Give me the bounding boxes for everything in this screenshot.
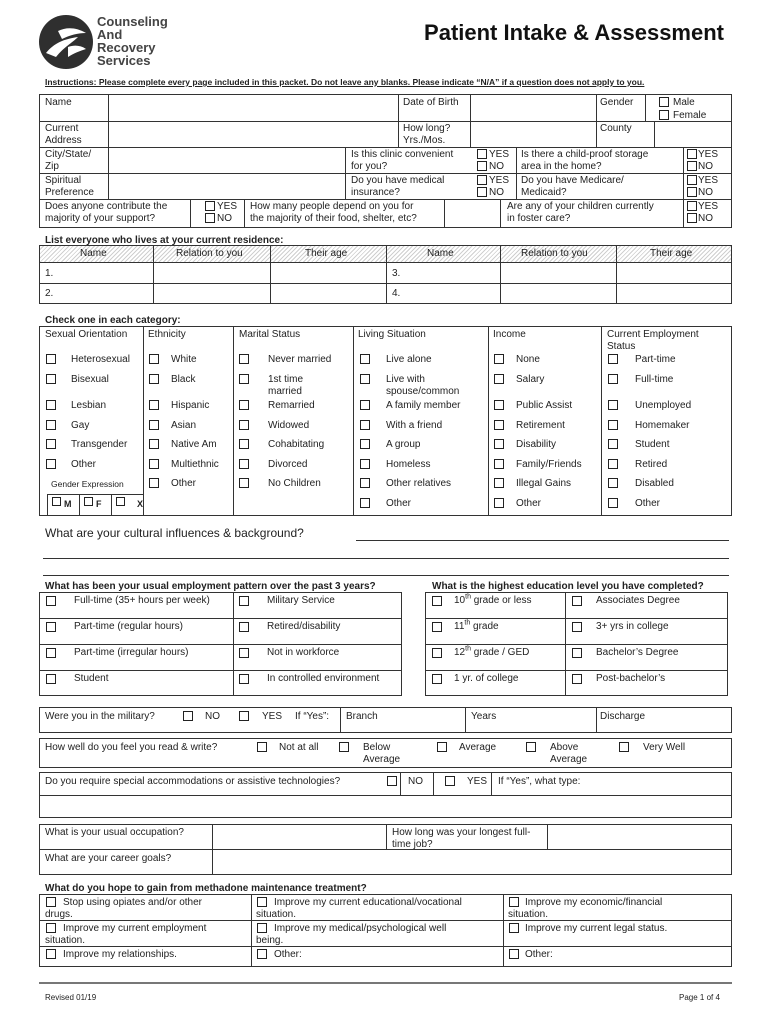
- col-relation: Relation to you: [176, 248, 243, 259]
- col-age: Their age: [305, 248, 348, 259]
- label-married: married: [268, 386, 302, 397]
- checkbox-military-service[interactable]: [239, 596, 249, 606]
- label-improve-employment-2: situation.: [45, 935, 86, 946]
- checkbox-black[interactable]: [149, 374, 159, 384]
- label-not-in-workforce: Not in workforce: [267, 647, 340, 658]
- spiritual-preference-field[interactable]: [110, 174, 343, 198]
- checkbox-three-yrs-college[interactable]: [572, 622, 582, 632]
- label-emp-part-regular: Part-time (regular hours): [74, 621, 183, 632]
- checkbox-male[interactable]: [659, 97, 669, 107]
- label-living-other: Other: [386, 498, 412, 509]
- label-unemployed: Unemployed: [635, 400, 692, 411]
- label-improve-educational: Improve my current educational/vocational: [274, 897, 462, 908]
- checkbox-other-relatives[interactable]: [360, 478, 370, 488]
- checkbox-never-married[interactable]: [239, 354, 249, 364]
- label-support-2: majority of your support?: [45, 213, 156, 224]
- checkbox-childproof-yes[interactable]: [687, 149, 697, 159]
- checkbox-average[interactable]: [437, 742, 447, 752]
- checkbox-post-bachelors[interactable]: [572, 674, 582, 684]
- military-question: Were you in the military?: [45, 711, 155, 722]
- checkbox-cohabitating[interactable]: [239, 439, 249, 449]
- label-branch: Branch: [346, 711, 378, 722]
- checkbox-controlled-env[interactable]: [239, 674, 249, 684]
- checkbox-live-with-spouse[interactable]: [360, 374, 370, 384]
- label-improve-employment: Improve my current employment: [63, 923, 207, 934]
- checkbox-part-time[interactable]: [608, 354, 618, 364]
- checkbox-insurance-yes[interactable]: [477, 175, 487, 185]
- checkbox-native-am[interactable]: [149, 439, 159, 449]
- checkbox-accommodations-yes[interactable]: [445, 776, 455, 786]
- footer-divider: [39, 982, 732, 984]
- label-accommodations-no: NO: [408, 776, 423, 787]
- label-yes: YES: [698, 175, 719, 186]
- label-part-time: Part-time: [635, 354, 676, 365]
- label-salary: Salary: [516, 374, 545, 385]
- label-emp-student: Student: [74, 673, 109, 684]
- label-spouse-common: spouse/common: [386, 386, 460, 397]
- checkbox-living-other[interactable]: [360, 498, 370, 508]
- label-yes: YES: [698, 201, 719, 212]
- checkbox-gx-f[interactable]: [84, 497, 93, 506]
- accommodations-question: Do you require special accommodations or assistive technologies?: [45, 776, 341, 787]
- label-lesbian: Lesbian: [71, 400, 107, 411]
- label-one-yr-college: 1 yr. of college: [454, 673, 519, 684]
- header-employment: Current Employment: [607, 329, 699, 340]
- label-foster-1: Are any of your children currently: [507, 201, 654, 212]
- label-gx-x: X: [137, 499, 144, 509]
- label-other-goal-1: Other:: [274, 949, 302, 960]
- checkbox-retired[interactable]: [608, 459, 618, 469]
- checkbox-family-member[interactable]: [360, 400, 370, 410]
- checkbox-insurance-no[interactable]: [477, 187, 487, 197]
- org-name-line2: And: [97, 27, 123, 42]
- label-military-yes: YES: [262, 711, 283, 722]
- label-with-friend: With a friend: [386, 420, 443, 431]
- header-ethnicity: Ethnicity: [148, 329, 186, 340]
- label-gx-m: M: [64, 499, 72, 509]
- organization-logo: [38, 13, 94, 71]
- checkbox-improve-economic[interactable]: [509, 897, 519, 907]
- checkbox-no-children[interactable]: [239, 478, 249, 488]
- label-controlled-env: In controlled environment: [267, 673, 380, 684]
- residence-row-4[interactable]: 4.: [392, 288, 401, 299]
- label-income-none: None: [516, 354, 540, 365]
- header-sexual: Sexual Orientation: [45, 329, 128, 340]
- label-stop-opiates-2: drugs.: [45, 909, 73, 920]
- label-family-member: A family member: [386, 400, 461, 411]
- label-what-type: If “Yes”, what type:: [498, 776, 581, 787]
- org-name-line4: Services: [97, 53, 151, 68]
- checkbox-first-marriage[interactable]: [239, 374, 249, 384]
- checkbox-emp-full-time[interactable]: [46, 596, 56, 606]
- checkbox-heterosexual[interactable]: [46, 354, 56, 364]
- label-years: Years: [471, 711, 497, 722]
- label-no: NO: [217, 213, 232, 224]
- label-hispanic: Hispanic: [171, 400, 210, 411]
- label-heterosexual: Heterosexual: [71, 354, 130, 365]
- label-improve-economic-2: situation.: [508, 909, 549, 920]
- longest-job-question-2: time job?: [392, 839, 433, 850]
- checkbox-foster-yes[interactable]: [687, 201, 697, 211]
- checkbox-multiethnic[interactable]: [149, 459, 159, 469]
- checkbox-improve-educational[interactable]: [257, 897, 267, 907]
- label-homeless: Homeless: [386, 459, 431, 470]
- label-grade-12: 12th grade / GED: [454, 645, 530, 658]
- label-income-other: Other: [516, 498, 542, 509]
- residence-row-3[interactable]: 3.: [392, 268, 401, 279]
- checkbox-stop-opiates[interactable]: [46, 897, 56, 907]
- label-preference: Preference: [45, 187, 94, 198]
- label-county: County: [600, 123, 632, 134]
- checkbox-remarried[interactable]: [239, 400, 249, 410]
- checkbox-medicare-no[interactable]: [687, 187, 697, 197]
- career-goals-question: What are your career goals?: [45, 853, 172, 864]
- checkbox-above-average[interactable]: [526, 742, 536, 752]
- checkbox-improve-legal[interactable]: [509, 923, 519, 933]
- label-clinic-q1: Is this clinic convenient: [351, 149, 454, 160]
- category-heading: Check one in each category:: [45, 315, 181, 326]
- label-improve-medical: Improve my medical/psychological well: [274, 923, 447, 934]
- label-average: Average: [459, 742, 497, 753]
- label-no-children: No Children: [268, 478, 321, 489]
- label-associates: Associates Degree: [596, 595, 680, 606]
- col-age: Their age: [650, 248, 693, 259]
- checkbox-gx-x[interactable]: [116, 497, 125, 506]
- checkbox-divorced[interactable]: [239, 459, 249, 469]
- label-name: Name: [45, 97, 72, 108]
- label-improve-economic: Improve my economic/financial: [525, 897, 663, 908]
- checkbox-grade-10[interactable]: [432, 596, 442, 606]
- checkbox-clinic-yes[interactable]: [477, 149, 487, 159]
- occupation-question: What is your usual occupation?: [45, 827, 184, 838]
- label-childproof-1: Is there a child-proof storage: [521, 149, 649, 160]
- label-white: White: [171, 354, 197, 365]
- dob-field[interactable]: [472, 96, 594, 120]
- checkbox-clinic-no[interactable]: [477, 161, 487, 171]
- label-no: NO: [489, 187, 504, 198]
- label-post-bachelors: Post-bachelor’s: [596, 673, 666, 684]
- label-no: NO: [489, 161, 504, 172]
- checkbox-very-well[interactable]: [619, 742, 629, 752]
- label-first-time: 1st time: [268, 374, 304, 385]
- checkbox-disability[interactable]: [494, 439, 504, 449]
- checkbox-illegal-gains[interactable]: [494, 478, 504, 488]
- label-illegal-gains: Illegal Gains: [516, 478, 572, 489]
- label-never-married: Never married: [268, 354, 332, 365]
- label-improve-medical-2: being.: [256, 935, 284, 946]
- label-yes: YES: [489, 149, 510, 160]
- label-spiritual: Spiritual: [45, 175, 82, 186]
- label-public-assist: Public Assist: [516, 400, 573, 411]
- label-grade-10: 10th grade or less: [454, 593, 532, 606]
- label-family-friends: Family/Friends: [516, 459, 582, 470]
- checkbox-full-time[interactable]: [608, 374, 618, 384]
- checkbox-emp-part-regular[interactable]: [46, 622, 56, 632]
- header-employment-2: Status: [607, 341, 636, 352]
- org-name-line3: Recovery: [97, 40, 156, 55]
- checkbox-asian[interactable]: [149, 420, 159, 430]
- label-support-1: Does anyone contribute the: [45, 201, 168, 212]
- checkbox-improve-medical[interactable]: [257, 923, 267, 933]
- education-heading: What is the highest education level you have completed?: [432, 581, 704, 592]
- label-cohabitating: Cohabitating: [268, 439, 325, 450]
- checkbox-not-at-all[interactable]: [257, 742, 267, 752]
- label-live-alone: Live alone: [386, 354, 432, 365]
- checkbox-improve-relationships[interactable]: [46, 949, 56, 959]
- residence-heading: List everyone who lives at your current residence:: [45, 235, 284, 246]
- label-yes: YES: [698, 149, 719, 160]
- occupation-input[interactable]: [214, 826, 384, 848]
- checkbox-emp-part-irregular[interactable]: [46, 648, 56, 658]
- label-address: Address: [45, 135, 82, 146]
- methadone-heading: What do you hope to gain from methadone maintenance treatment?: [45, 883, 367, 894]
- label-no: NO: [698, 213, 713, 224]
- label-yrs-mos: Yrs./Mos.: [403, 135, 446, 146]
- checkbox-family-friends[interactable]: [494, 459, 504, 469]
- org-name-line1: Counseling: [97, 14, 168, 29]
- label-no: NO: [698, 187, 713, 198]
- longest-job-input[interactable]: [549, 826, 730, 848]
- city-state-zip-field[interactable]: [110, 148, 343, 172]
- checkbox-grade-11[interactable]: [432, 622, 442, 632]
- checkbox-bisexual[interactable]: [46, 374, 56, 384]
- col-name: Name: [80, 248, 107, 259]
- page-number: Page 1 of 4: [679, 993, 720, 1002]
- header-marital: Marital Status: [239, 329, 301, 340]
- label-not-at-all: Not at all: [279, 742, 319, 753]
- checkbox-homemaker[interactable]: [608, 420, 618, 430]
- checkbox-support-yes[interactable]: [205, 201, 215, 211]
- label-above-average: Average: [550, 754, 588, 765]
- checkbox-widowed[interactable]: [239, 420, 249, 430]
- label-disability: Disability: [516, 439, 557, 450]
- label-childproof-2: area in the home?: [521, 161, 602, 172]
- label-sexual-other: Other: [71, 459, 97, 470]
- col-relation: Relation to you: [521, 248, 588, 259]
- label-bachelors: Bachelor’s Degree: [596, 647, 679, 658]
- label-bisexual: Bisexual: [71, 374, 109, 385]
- label-remarried: Remarried: [268, 400, 315, 411]
- label-native-am: Native Am: [171, 439, 217, 450]
- label-ethnicity-other: Other: [171, 478, 197, 489]
- label-depend-1: How many people depend on you for: [250, 201, 414, 212]
- checkbox-grade-12[interactable]: [432, 648, 442, 658]
- label-emp-part-irregular: Part-time (irregular hours): [74, 647, 189, 658]
- label-clinic-q2: for you?: [351, 161, 388, 172]
- checkbox-disabled[interactable]: [608, 478, 618, 488]
- employment-pattern-heading: What has been your usual employment pattern over the past 3 years?: [45, 581, 376, 592]
- label-emp-full-time: Full-time (35+ hours per week): [74, 595, 210, 606]
- revised-date: Revised 01/19: [45, 993, 97, 1002]
- checkbox-other-goal-1[interactable]: [257, 949, 267, 959]
- instructions: Instructions: Please complete every page included in this packet. Do not leave any blanks. Please indicate “N/A” if a question does not apply to you.: [45, 77, 645, 87]
- label-accommodations-yes: YES: [467, 776, 488, 787]
- checkbox-bachelors[interactable]: [572, 648, 582, 658]
- checkbox-ethnicity-other[interactable]: [149, 478, 159, 488]
- label-retirement: Retirement: [516, 420, 565, 431]
- label-very-well: Very Well: [643, 742, 686, 753]
- label-improve-educational-2: situation.: [256, 909, 297, 920]
- checkbox-not-in-workforce[interactable]: [239, 648, 249, 658]
- label-zip: Zip: [45, 161, 59, 172]
- checkbox-accommodations-no[interactable]: [387, 776, 397, 786]
- checkbox-group[interactable]: [360, 439, 370, 449]
- label-student-status: Student: [635, 439, 670, 450]
- label-medicare-1: Do you have Medicare/: [521, 175, 624, 186]
- label-retired-disability: Retired/disability: [267, 621, 341, 632]
- label-transgender: Transgender: [71, 439, 128, 450]
- label-divorced: Divorced: [268, 459, 308, 470]
- col-name: Name: [427, 248, 454, 259]
- label-three-yrs-college: 3+ yrs in college: [596, 621, 669, 632]
- label-gender-expression: Gender Expression: [51, 479, 124, 489]
- label-medicare-2: Medicaid?: [521, 187, 567, 198]
- label-gender: Gender: [600, 97, 634, 108]
- label-yes: YES: [217, 201, 238, 212]
- label-how-long: How long?: [403, 123, 451, 134]
- checkbox-support-no[interactable]: [205, 213, 215, 223]
- checkbox-emp-student[interactable]: [46, 674, 56, 684]
- label-med-ins-1: Do you have medical: [351, 175, 445, 186]
- checkbox-public-assist[interactable]: [494, 400, 504, 410]
- checkbox-sexual-other[interactable]: [46, 459, 56, 469]
- label-below: Below: [363, 742, 391, 753]
- label-full-time: Full-time: [635, 374, 674, 385]
- checkbox-white[interactable]: [149, 354, 159, 364]
- label-live-with: Live with: [386, 374, 425, 385]
- checkbox-military-yes[interactable]: [239, 711, 249, 721]
- label-other-relatives: Other relatives: [386, 478, 452, 489]
- label-improve-legal: Improve my current legal status.: [525, 923, 668, 934]
- checkbox-gay[interactable]: [46, 420, 56, 430]
- checkbox-female[interactable]: [659, 110, 669, 120]
- label-below-average: Average: [363, 754, 401, 765]
- label-stop-opiates: Stop using opiates and/or other: [63, 897, 202, 908]
- checkbox-lesbian[interactable]: [46, 400, 56, 410]
- career-goals-input[interactable]: [214, 851, 730, 874]
- checkbox-one-yr-college[interactable]: [432, 674, 442, 684]
- label-retired: Retired: [635, 459, 668, 470]
- name-field[interactable]: [110, 96, 396, 120]
- label-group: A group: [386, 439, 421, 450]
- label-improve-relationships: Improve my relationships.: [63, 949, 177, 960]
- checkbox-salary[interactable]: [494, 374, 504, 384]
- residence-row-1[interactable]: 1.: [45, 268, 54, 279]
- label-current: Current: [45, 123, 79, 134]
- checkbox-associates[interactable]: [572, 596, 582, 606]
- label-black: Black: [171, 374, 196, 385]
- checkbox-income-none[interactable]: [494, 354, 504, 364]
- residence-row-2[interactable]: 2.: [45, 288, 54, 299]
- checkbox-gx-m[interactable]: [52, 497, 61, 506]
- label-female: Female: [673, 110, 707, 121]
- reading-question: How well do you feel you read & write?: [45, 742, 218, 753]
- label-if-yes: If “Yes”:: [295, 711, 330, 722]
- label-yes: YES: [489, 175, 510, 186]
- header-living: Living Situation: [358, 329, 426, 340]
- longest-job-question: How long was your longest full-: [392, 827, 531, 838]
- label-gx-f: F: [96, 499, 102, 509]
- checkbox-unemployed[interactable]: [608, 400, 618, 410]
- checkbox-below-average[interactable]: [339, 742, 349, 752]
- label-widowed: Widowed: [268, 420, 310, 431]
- checkbox-student-status[interactable]: [608, 439, 618, 449]
- checkbox-live-alone[interactable]: [360, 354, 370, 364]
- checkbox-improve-employment[interactable]: [46, 923, 56, 933]
- label-depend-2: the majority of their food, shelter, etc?: [250, 213, 417, 224]
- label-med-ins-2: insurance?: [351, 187, 400, 198]
- label-employment-other: Other: [635, 498, 661, 509]
- checkbox-income-other[interactable]: [494, 498, 504, 508]
- label-other-goal-2: Other:: [525, 949, 553, 960]
- label-military-no: NO: [205, 711, 220, 722]
- checkbox-with-friend[interactable]: [360, 420, 370, 430]
- label-above: Above: [550, 742, 579, 753]
- label-disabled: Disabled: [635, 478, 674, 489]
- label-discharge: Discharge: [600, 711, 646, 722]
- checkbox-military-no[interactable]: [183, 711, 193, 721]
- checkbox-foster-no[interactable]: [687, 213, 697, 223]
- checkbox-employment-other[interactable]: [608, 498, 618, 508]
- label-asian: Asian: [171, 420, 197, 431]
- checkbox-childproof-no[interactable]: [687, 161, 697, 171]
- cultural-input[interactable]: [356, 524, 729, 540]
- label-foster-2: in foster care?: [507, 213, 571, 224]
- address-field[interactable]: [110, 122, 396, 146]
- county-field[interactable]: [656, 122, 730, 146]
- cultural-question: What are your cultural influences & background?: [45, 526, 304, 540]
- label-military-service: Military Service: [267, 595, 335, 606]
- label-dob: Date of Birth: [403, 97, 459, 108]
- label-no: NO: [698, 161, 713, 172]
- header-income: Income: [493, 329, 526, 340]
- dependents-field[interactable]: [446, 200, 498, 227]
- checkbox-hispanic[interactable]: [149, 400, 159, 410]
- label-city-state: City/State/: [45, 149, 92, 160]
- label-homemaker: Homemaker: [635, 420, 690, 431]
- checkbox-retirement[interactable]: [494, 420, 504, 430]
- checkbox-other-goal-2[interactable]: [509, 949, 519, 959]
- checkbox-retired-disability[interactable]: [239, 622, 249, 632]
- label-gay: Gay: [71, 420, 90, 431]
- label-multiethnic: Multiethnic: [171, 459, 219, 470]
- checkbox-homeless[interactable]: [360, 459, 370, 469]
- checkbox-medicare-yes[interactable]: [687, 175, 697, 185]
- accommodations-input[interactable]: [41, 797, 730, 817]
- label-grade-11: 11th grade: [454, 619, 499, 632]
- label-male: Male: [673, 97, 695, 108]
- page-title: Patient Intake & Assessment: [424, 20, 724, 45]
- checkbox-transgender[interactable]: [46, 439, 56, 449]
